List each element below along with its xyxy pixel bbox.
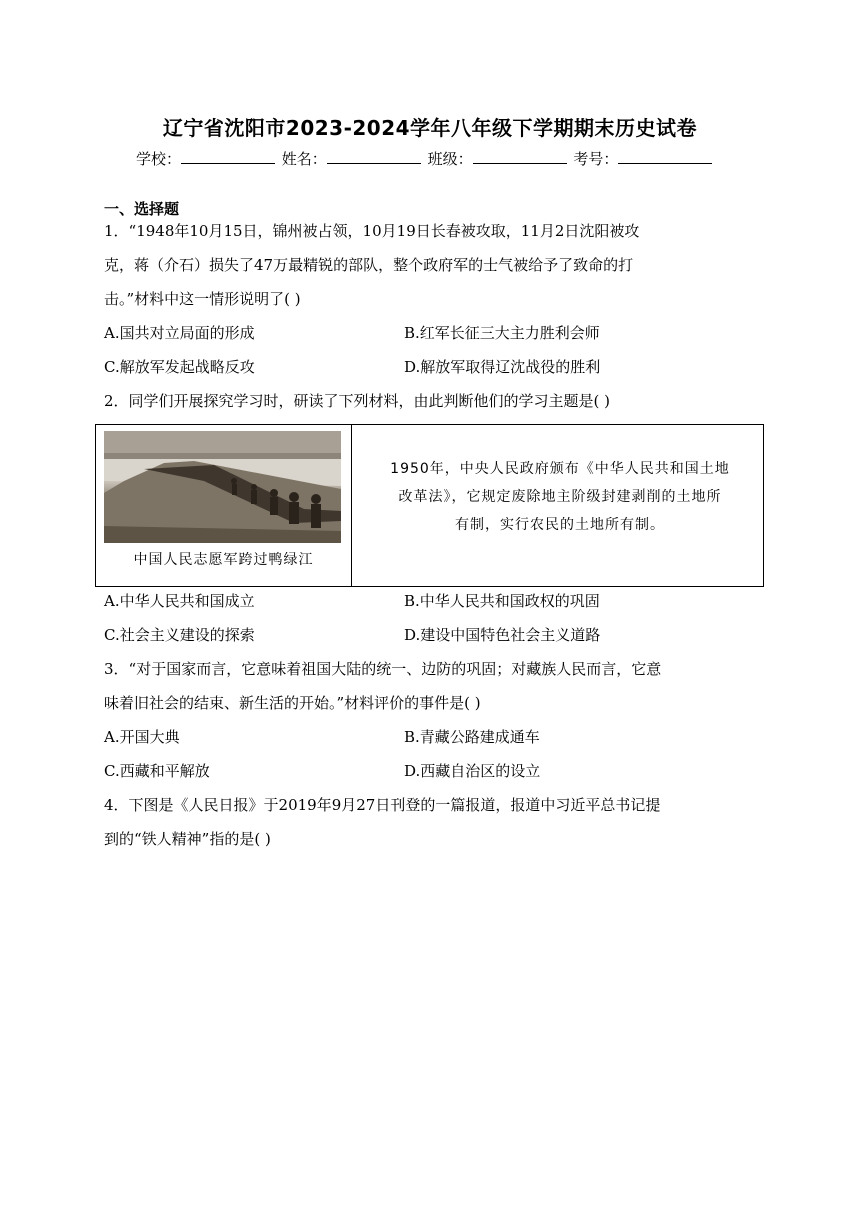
name-label: 姓名： (281, 150, 327, 168)
name-blank[interactable] (327, 149, 421, 164)
q3-line: 3．“对于国家而言，它意味着祖国大陆的统一、边防的巩固；对藏族人民而言，它意 (104, 660, 662, 678)
q2-line: 2．同学们开展探究学习时，研读了下列材料，由此判断他们的学习主题是( ) (104, 392, 611, 410)
q1-line: 击。”材料中这一情形说明了( ) (104, 290, 301, 308)
q2-option-a[interactable]: A.中华人民共和国成立 (104, 592, 255, 610)
q3-option-c[interactable]: C.西藏和平解放 (104, 762, 210, 780)
q1-option-c[interactable]: C.解放军发起战略反攻 (104, 358, 255, 376)
photo-caption: 中国人民志愿军跨过鸭绿江 (133, 552, 314, 568)
exam-number-blank[interactable] (618, 149, 712, 164)
q2-option-c[interactable]: C.社会主义建设的探索 (104, 626, 255, 644)
land-reform-text (362, 455, 758, 539)
q1-line: 克，蒋（介石）损失了47万最精锐的部队，整个政府军的士气被给予了致命的打 (104, 256, 634, 274)
q3-line: 味着旧社会的结束、新生活的开始。”材料评价的事件是( ) (104, 694, 481, 712)
student-info-row (136, 148, 736, 169)
q4-line: 到的“铁人精神”指的是( ) (104, 830, 271, 848)
exam-number-label: 考号： (573, 150, 619, 168)
volunteer-army-photo (104, 431, 341, 543)
section-heading: 一、选择题 (104, 200, 180, 218)
q3-option-d[interactable]: D.西藏自治区的设立 (404, 762, 541, 780)
q3-option-b[interactable]: B.青藏公路建成通车 (404, 728, 540, 746)
q2-option-d[interactable]: D.建设中国特色社会主义道路 (404, 626, 601, 644)
q1-option-a[interactable]: A.国共对立局面的形成 (104, 324, 255, 342)
class-label: 班级： (427, 150, 473, 168)
q3-option-a[interactable]: A.开国大典 (104, 728, 180, 746)
material-text-line: 改革法》，它规定废除地主阶级封建剥削的土地所 (398, 489, 722, 505)
q1-option-b[interactable]: B.红军长征三大主力胜利会师 (404, 324, 600, 342)
q2-material-table (95, 424, 764, 587)
q1-line: 1．“1948年10月15日，锦州被占领，10月19日长春被攻取，11月2日沈阳被攻 (104, 222, 640, 240)
page-title: 辽宁省沈阳市2023-2024学年八年级下学期期末历史试卷 (162, 116, 698, 140)
material-divider (351, 425, 352, 586)
material-text-line: 有制，实行农民的土地所有制。 (455, 517, 665, 533)
q4-line: 4．下图是《人民日报》于2019年9月27日刊登的一篇报道，报道中习近平总书记提 (104, 796, 661, 814)
material-text-line: 1950年，中央人民政府颁布《中华人民共和国土地 (390, 461, 730, 477)
q2-option-b[interactable]: B.中华人民共和国政权的巩固 (404, 592, 600, 610)
school-blank[interactable] (181, 149, 275, 164)
q1-option-d[interactable]: D.解放军取得辽沈战役的胜利 (404, 358, 601, 376)
school-label: 学校： (136, 150, 182, 168)
class-blank[interactable] (473, 149, 567, 164)
